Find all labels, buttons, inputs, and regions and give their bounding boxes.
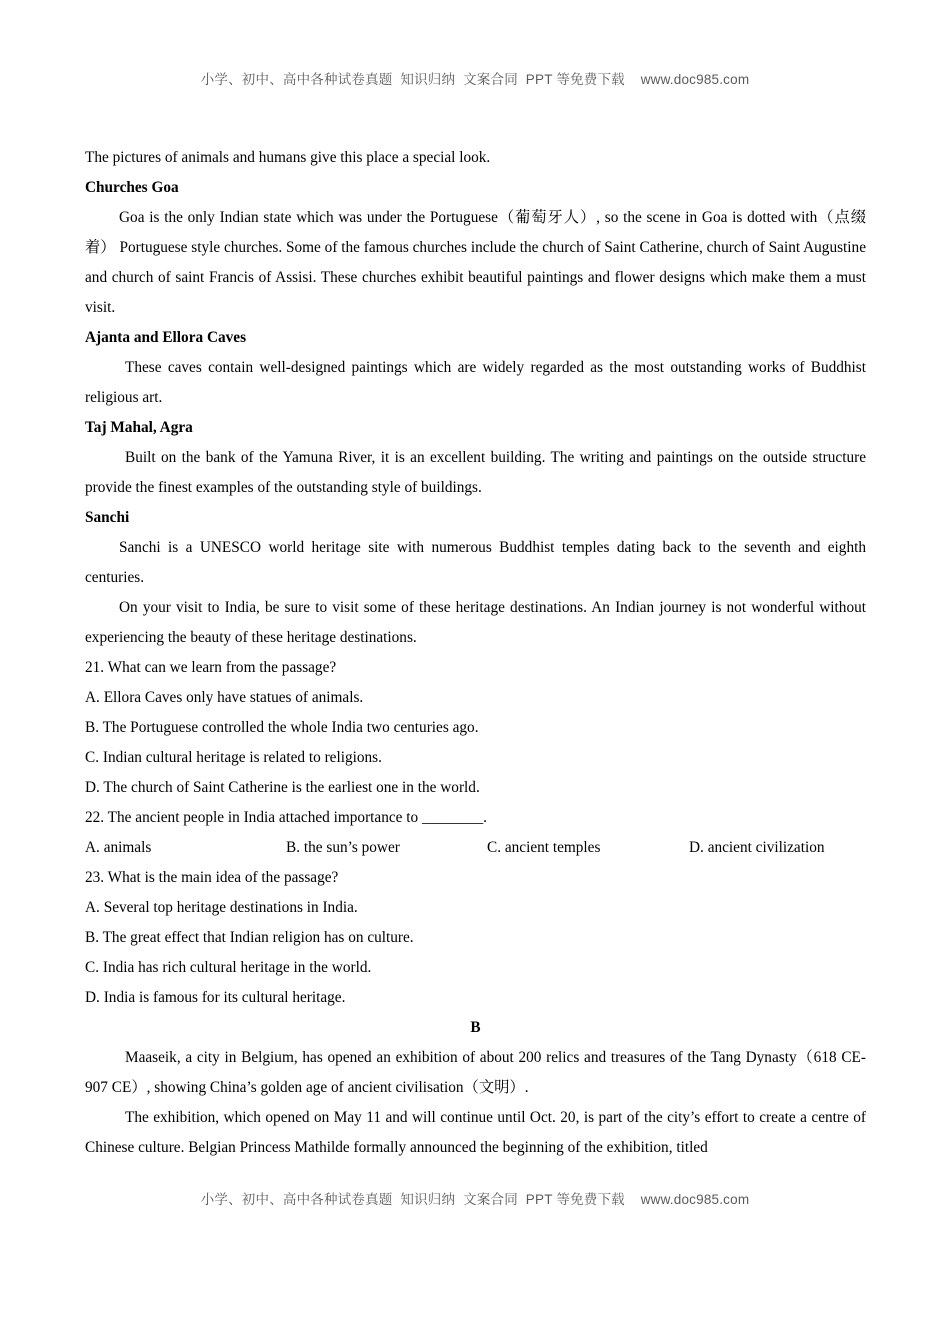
section-b-paragraph-1: Maaseik, a city in Belgium, has opened an exhibition of about 200 relics and treasures of the Tang Dynasty（618 CE-907 CE）, showing China’s golden age of ancient civilisation（文明）. — [85, 1049, 866, 1096]
question-23-option-b[interactable]: B. The great effect that Indian religion has on culture. — [85, 929, 414, 946]
paragraph-sanchi: Sanchi is a UNESCO world heritage site with numerous Buddhist temples dating back to the seventh and eighth centuries. — [85, 539, 866, 586]
header-site-url: www.doc985.com — [640, 72, 750, 87]
question-23-option-d[interactable]: D. India is famous for its cultural heritage. — [85, 989, 346, 1006]
question-21-option-b[interactable]: B. The Portuguese controlled the whole India two centuries ago. — [85, 719, 479, 736]
section-b-paragraph-2: The exhibition, which opened on May 11 and will continue until Oct. 20, is part of the city’s effort to create a centre of Chinese culture. Belgian Princess Mathilde formally announced the beginning of the exhibition, titled — [85, 1109, 866, 1156]
footer-spacer — [625, 1192, 641, 1207]
section-heading-ajanta-ellora-caves: Ajanta and Ellora Caves — [85, 329, 247, 346]
section-heading-churches-goa: Churches Goa — [85, 179, 179, 196]
section-heading-taj-mahal-agra: Taj Mahal, Agra — [85, 419, 193, 436]
document-body — [85, 143, 866, 1163]
question-22-option-d[interactable]: D. ancient civilization — [689, 839, 825, 856]
header-url — [625, 72, 641, 87]
question-21-stem: 21. What can we learn from the passage? — [85, 659, 337, 676]
question-22-option-a[interactable]: A. animals — [85, 839, 152, 856]
paragraph-ajanta-ellora-caves: These caves contain well-designed paintings which are widely regarded as the most outstanding works of Buddhist religious art. — [85, 359, 866, 406]
question-22-options-row — [85, 833, 866, 863]
section-heading-sanchi: Sanchi — [85, 509, 130, 526]
page-header-watermark — [0, 68, 950, 88]
question-23-option-c[interactable]: C. India has rich cultural heritage in the world. — [85, 959, 372, 976]
paragraph-closing: On your visit to India, be sure to visit some of these heritage destinations. An Indian journey is not wonderful without experiencing the beauty of these heritage destinations. — [85, 599, 866, 646]
section-letter-b: B — [470, 1019, 481, 1036]
footer-promo-text: 小学、初中、高中各种试卷真题 知识归纳 文案合同 PPT 等免费下载 — [200, 1192, 625, 1207]
question-21-option-d[interactable]: D. The church of Saint Catherine is the earliest one in the world. — [85, 779, 480, 796]
question-22-option-b[interactable]: B. the sun’s power — [286, 839, 400, 856]
header-promo-text: 小学、初中、高中各种试卷真题 知识归纳 文案合同 PPT 等免费下载 — [200, 72, 625, 87]
question-21-option-a[interactable]: A. Ellora Caves only have statues of animals. — [85, 689, 364, 706]
question-22-stem: 22. The ancient people in India attached importance to ________. — [85, 809, 487, 826]
question-21-option-c[interactable]: C. Indian cultural heritage is related to religions. — [85, 749, 382, 766]
paragraph-churches-goa: Goa is the only Indian state which was under the Portuguese（葡萄牙人）, so the scene in Goa is dotted with（点缀着） Portuguese style churches. Some of the famous churches include the church of Saint Catherine, church of Saint Augustine and church of saint Francis of Assisi. These churches exhibit beautiful paintings and flower designs which make them a must visit. — [85, 209, 866, 316]
footer-site-url: www.doc985.com — [640, 1192, 750, 1207]
question-23-stem: 23. What is the main idea of the passage? — [85, 869, 339, 886]
question-22-option-c[interactable]: C. ancient temples — [487, 839, 601, 856]
page-footer-watermark — [0, 1188, 950, 1208]
question-23-option-a[interactable]: A. Several top heritage destinations in India. — [85, 899, 358, 916]
opening-line: The pictures of animals and humans give this place a special look. — [85, 149, 491, 166]
paragraph-taj-mahal-agra: Built on the bank of the Yamuna River, it is an excellent building. The writing and paintings on the outside structure provide the finest examples of the outstanding style of buildings. — [85, 449, 866, 496]
